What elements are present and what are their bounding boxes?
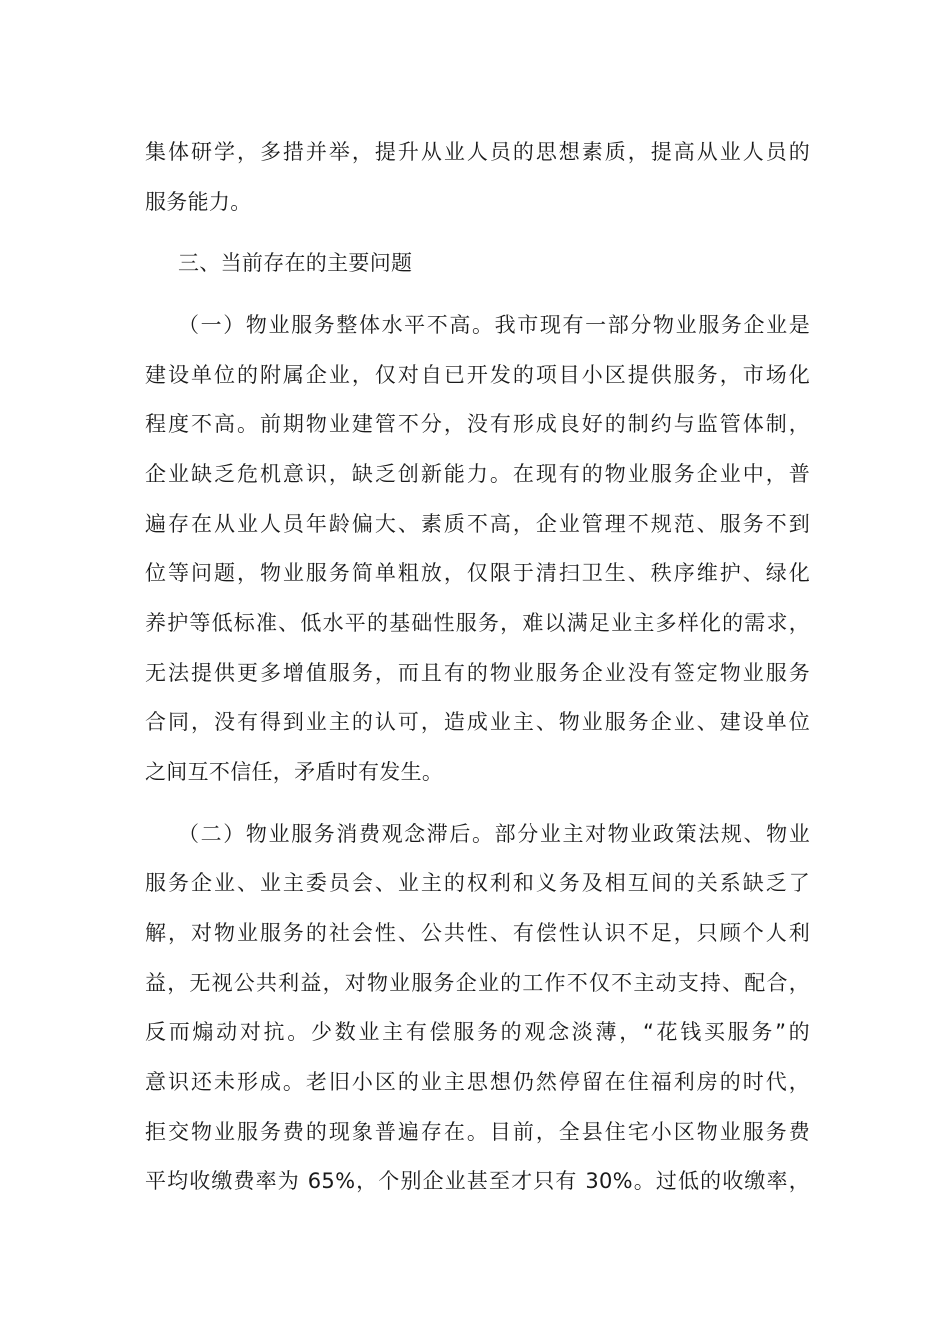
paragraph-line: 服务企业、业主委员会、业主的权利和义务及相互间的关系缺乏了 <box>145 871 810 895</box>
paragraph-line: （一）物业服务整体水平不高。我市现有一部分物业服务企业是 <box>178 313 810 337</box>
paragraph-line: 解，对物业服务的社会性、公共性、有偿性认识不足，只顾个人利 <box>145 921 810 945</box>
paragraph-line: 益，无视公共利益，对物业服务企业的工作不仅不主动支持、配合， <box>145 971 810 995</box>
paragraph-line: 企业缺乏危机意识，缺乏创新能力。在现有的物业服务企业中，普 <box>145 462 810 486</box>
paragraph-line: 平均收缴费率为 65%，个别企业甚至才只有 30%。过低的收缴率， <box>145 1169 810 1193</box>
paragraph-line: 反而煽动对抗。少数业主有偿服务的观念淡薄，“花钱买服务”的 <box>145 1020 810 1044</box>
paragraph-line: 拒交物业服务费的现象普遍存在。目前，全县住宅小区物业服务费 <box>145 1120 810 1144</box>
paragraph-line: 位等问题，物业服务简单粗放，仅限于清扫卫生、秩序维护、绿化 <box>145 561 810 585</box>
paragraph-line: （二）物业服务消费观念滞后。部分业主对物业政策法规、物业 <box>178 822 810 846</box>
paragraph-line: 养护等低标准、低水平的基础性服务，难以满足业主多样化的需求， <box>145 611 810 635</box>
paragraph-line: 建设单位的附属企业，仅对自已开发的项目小区提供服务，市场化 <box>145 363 810 387</box>
paragraph-line: 服务能力。 <box>145 190 252 214</box>
section-heading: 三、当前存在的主要问题 <box>178 251 413 275</box>
paragraph-line: 合同，没有得到业主的认可，造成业主、物业服务企业、建设单位 <box>145 710 810 734</box>
paragraph-line: 无法提供更多增值服务，而且有的物业服务企业没有签定物业服务 <box>145 661 810 685</box>
paragraph-line: 遍存在从业人员年龄偏大、素质不高，企业管理不规范、服务不到 <box>145 512 810 536</box>
paragraph-line: 程度不高。前期物业建管不分，没有形成良好的制约与监管体制， <box>145 412 810 436</box>
paragraph-line: 集体研学，多措并举，提升从业人员的思想素质，提高从业人员的 <box>145 140 810 164</box>
paragraph-line: 之间互不信任，矛盾时有发生。 <box>145 760 444 784</box>
paragraph-line: 意识还未形成。老旧小区的业主思想仍然停留在住福利房的时代， <box>145 1070 810 1094</box>
